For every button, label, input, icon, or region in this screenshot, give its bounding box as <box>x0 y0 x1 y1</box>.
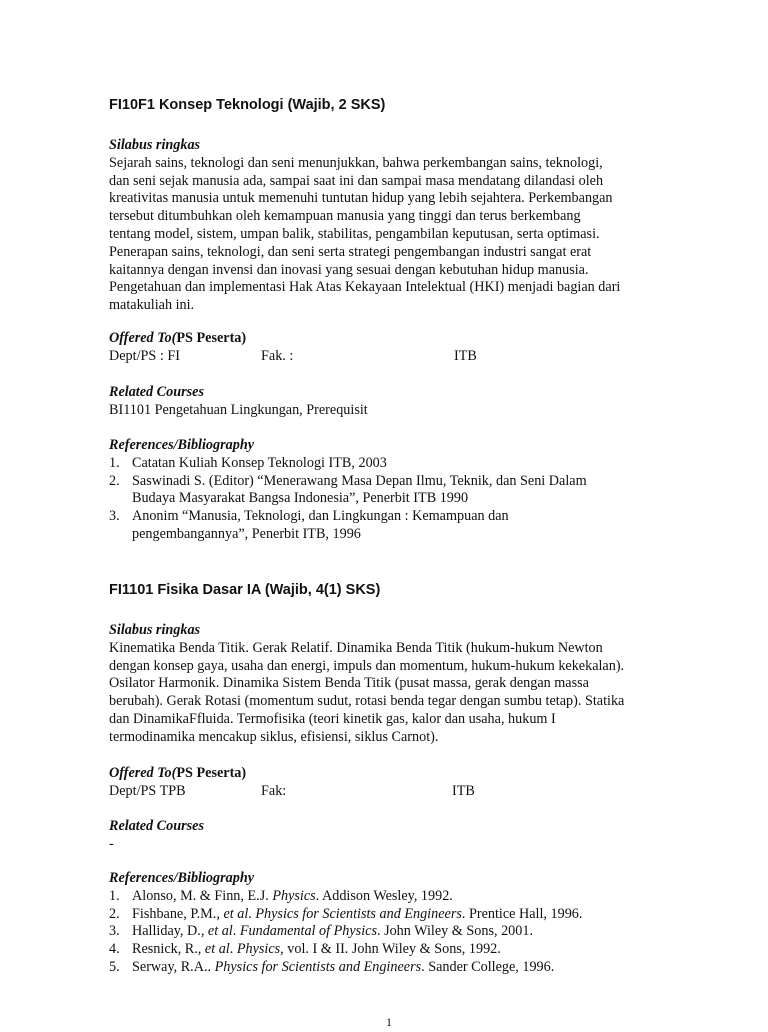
reference-text: . John Wiley & Sons, 2001. <box>376 923 533 940</box>
offered-to-label <box>109 765 669 783</box>
reference-italic-text: Physics <box>236 941 281 958</box>
silabus-line: dengan konsep gaya, usaha dan energi, impuls dan momentum, hukum-hukum kekekalan). <box>109 657 625 674</box>
reference-number: 5. <box>109 958 120 975</box>
references-section <box>109 870 669 977</box>
silabus-label: Silabus ringkas <box>109 137 201 153</box>
silabus-line: dan seni sejak manusia ada, sampai saat ini dan sampai masa mendatang dilandasi oleh <box>109 172 604 189</box>
reference-line: Saswinadi S. (Editor) “Menerawang Masa Depan Ilmu, Teknik, dan Seni Dalam <box>132 472 587 489</box>
reference-italic-text: et al <box>204 941 230 958</box>
silabus-line: Pengetahuan dan implementasi Hak Atas Kekayaan Intelektual (HKI) menjadi bagian dari <box>109 279 621 296</box>
reference-text: Fishbane, P.M., <box>132 905 224 922</box>
silabus-line: Sejarah sains, teknologi dan seni menunjukkan, bahwa perkembangan sains, teknologi, <box>109 154 603 171</box>
reference-item <box>109 455 669 473</box>
silabus-text <box>109 155 669 315</box>
silabus-section <box>109 137 669 315</box>
reference-text: . <box>248 905 256 922</box>
offered-to-label-italic: Offered To( <box>109 765 177 781</box>
reference-line: pengembangannya”, Penerbit ITB, 1996 <box>132 525 361 542</box>
reference-italic-text: Physics <box>272 887 316 904</box>
reference-line <box>132 923 669 941</box>
silabus-label: Silabus ringkas <box>109 622 201 638</box>
reference-item <box>109 906 669 924</box>
course-title: FI10F1 Konsep Teknologi (Wajib, 2 SKS) <box>109 97 386 113</box>
reference-text: . <box>232 923 240 940</box>
silabus-line: Penerapan sains, teknologi, dan seni serta strategi pengembangan industri sangat erat <box>109 243 592 260</box>
reference-italic-text: et al <box>207 923 233 940</box>
offered-to-section <box>109 765 669 801</box>
reference-italic-text: Physics for Scientists and Engineers <box>214 958 422 975</box>
reference-line <box>132 959 669 977</box>
related-courses-text: BI1101 Pengetahuan Lingkungan, Prerequisit <box>109 401 368 418</box>
reference-number: 1. <box>109 454 120 471</box>
offered-to-label-italic: Offered To( <box>109 330 177 346</box>
reference-text: Serway, R.A.. <box>132 958 215 975</box>
related-courses-label: Related Courses <box>109 818 204 834</box>
silabus-line: tentang model, sistem, umpan balik, stabilitas, pengambilan keputusan, serta optimasi. <box>109 225 600 242</box>
related-courses-text: - <box>109 835 114 852</box>
dept-value: Dept/PS TPB <box>109 782 186 799</box>
reference-italic-text: et al <box>223 905 249 922</box>
silabus-section <box>109 622 669 747</box>
reference-text: . <box>229 941 237 958</box>
course-title: FI1101 Fisika Dasar IA (Wajib, 4(1) SKS) <box>109 582 381 598</box>
reference-number: 1. <box>109 887 120 904</box>
references-list <box>109 888 669 977</box>
offered-to-label <box>109 330 669 348</box>
silabus-line: Kinematika Benda Titik. Gerak Relatif. Dinamika Benda Titik (hukum-hukum Newton <box>109 639 603 656</box>
offered-to-row <box>109 783 669 801</box>
reference-number: 2. <box>109 905 120 922</box>
reference-item <box>109 959 669 977</box>
silabus-line: dan DinamikaFfluida. Termofisika (teori kinetik gas, kalor dan usaha, hukum I <box>109 710 556 727</box>
silabus-line: kaitannya dengan invensi dan inovasi yang sesuai dengan kebutuhan hidup manusia. <box>109 261 589 278</box>
related-courses-section <box>109 384 669 420</box>
faculty-value: Fak. : <box>261 347 294 364</box>
offered-to-label-upright: PS Peserta) <box>176 330 247 346</box>
faculty-value: Fak: <box>261 782 287 799</box>
institution-value: ITB <box>454 347 477 364</box>
references-label: References/Bibliography <box>109 870 255 886</box>
dept-value: Dept/PS : FI <box>109 347 180 364</box>
reference-line: Budaya Masyarakat Bangsa Indonesia”, Penerbit ITB 1990 <box>132 490 469 507</box>
reference-text: Halliday, D., <box>132 923 208 940</box>
silabus-line: termodinamika mencakup siklus, efisiensi, siklus Carnot). <box>109 728 439 745</box>
related-courses-section <box>109 818 669 854</box>
reference-italic-text: Physics for Scientists and Engineers <box>255 905 462 922</box>
offered-to-row <box>109 348 669 366</box>
related-courses-label: Related Courses <box>109 384 204 400</box>
reference-item <box>109 941 669 959</box>
reference-number: 2. <box>109 472 120 489</box>
references-list <box>109 455 669 544</box>
page-number: 1 <box>386 1015 392 1029</box>
reference-line <box>132 941 669 959</box>
reference-item <box>109 923 669 941</box>
reference-number: 3. <box>109 923 120 940</box>
reference-text: Alonso, M. & Finn, E.J. <box>132 887 273 904</box>
reference-number: 3. <box>109 508 120 525</box>
references-section <box>109 437 669 544</box>
silabus-line: matakuliah ini. <box>109 297 195 314</box>
silabus-line: kreativitas manusia untuk memenuhi tuntutan hidup yang lebih sejahtera. Perkembangan <box>109 190 613 207</box>
silabus-line: berubah). Gerak Rotasi (momentum sudut, rotasi benda tegar dengan sumbu tetap). Statika <box>109 693 625 710</box>
reference-text: . Addison Wesley, 1992. <box>315 887 453 904</box>
institution-value: ITB <box>452 782 475 799</box>
reference-line <box>132 906 669 924</box>
reference-text: . Prentice Hall, 1996. <box>461 905 583 922</box>
reference-text: Resnick, R., <box>132 941 205 958</box>
reference-item <box>109 473 669 509</box>
reference-item <box>109 888 669 906</box>
silabus-line: tersebut ditumbuhkan oleh kemampuan manusia yang tinggi dan terus berkembang <box>109 208 581 225</box>
reference-line <box>132 888 669 906</box>
reference-number: 4. <box>109 941 120 958</box>
references-label: References/Bibliography <box>109 437 255 453</box>
reference-text: , vol. I & II. John Wiley & Sons, 1992. <box>280 941 501 958</box>
silabus-line: Osilator Harmonik. Dinamika Sistem Benda Titik (pusat massa, gerak dengan massa <box>109 675 589 692</box>
reference-italic-text: Fundamental of Physics <box>239 923 377 940</box>
reference-line: Catatan Kuliah Konsep Teknologi ITB, 2003 <box>132 454 387 471</box>
silabus-text <box>109 640 669 747</box>
reference-line: Anonim “Manusia, Teknologi, dan Lingkungan : Kemampuan dan <box>132 508 509 525</box>
offered-to-section <box>109 330 669 366</box>
reference-item <box>109 508 669 544</box>
offered-to-label-upright: PS Peserta) <box>176 765 247 781</box>
reference-text: . Sander College, 1996. <box>421 958 555 975</box>
